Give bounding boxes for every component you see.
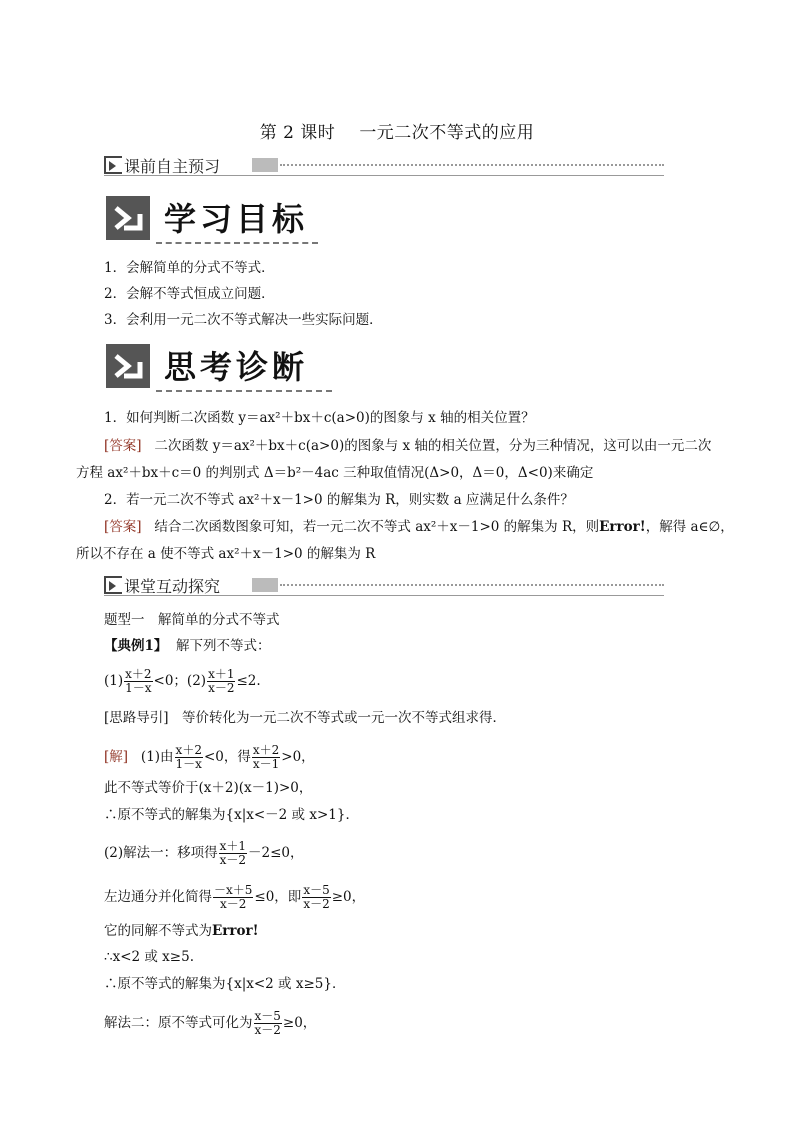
solution-line-1: [解] (1)由 $\frac{x+2}{1-x}$ <0，得 $\frac{x+2}{x-1}$ >0，: [104, 743, 315, 771]
answer-1-line-2: 方程 ax²＋bx＋c＝0 的判别式 Δ＝b²－4ac 三种取值情况(Δ>0，Δ＝0，Δ<0)来确定: [76, 465, 594, 481]
answer-2-line-2: 所以不存在 a 使不等式 ax²＋x－1>0 的解集为 R: [76, 546, 376, 562]
section-bar-preview: [104, 154, 664, 176]
fraction: $\frac{x-5}{x-2}$: [303, 883, 330, 911]
solution-line: ∴原不等式的解集为{x|x<－2 或 x>1}．: [104, 807, 359, 823]
error-text: Error!: [599, 519, 646, 535]
hint: [思路导引] 等价转化为一元二次不等式或一元一次不等式组求得．: [104, 710, 507, 726]
solution-line: 左边通分并化简得 $\frac{-x+5}{x-2}$ ≤0，即 $\frac{x-5}{x-2}$ ≥0，: [104, 883, 366, 911]
page-title: [0, 118, 794, 143]
goal-item: 3．会利用一元二次不等式解决一些实际问题．: [104, 312, 383, 328]
answer-1-line-1: [答案] 二次函数 y＝ax²＋bx＋c(a>0)的图象与 x 轴的相关位置，分为三种情况，这可以由一元二次: [104, 438, 712, 454]
solution-line: ∴原不等式的解集为{x|x<2 或 x≥5}．: [104, 976, 346, 992]
fraction: $\frac{x-5}{x-2}$: [254, 1009, 281, 1037]
solution-line: 解法二：原不等式可化为 $\frac{x-5}{x-2}$ ≥0，: [104, 1009, 317, 1037]
arrow-icon: [106, 344, 150, 388]
banner-title: 思考诊断: [164, 348, 309, 386]
fraction: $\frac{x+1}{x-2}$: [219, 839, 247, 867]
answer-tag: [答案]: [104, 519, 142, 535]
solution-line: (2)解法一：移项得 $\frac{x+1}{x-2}$ －2≤0，: [104, 839, 304, 867]
question-1: 1．如何判断二次函数 y＝ax²＋bx＋c(a>0)的图象与 x 轴的相关位置？: [104, 410, 535, 426]
section-marker-icon: [104, 576, 122, 594]
banner-think: [106, 344, 332, 392]
solution-line: ∴x<2 或 x≥5.: [104, 949, 194, 965]
error-text: Error!: [212, 923, 259, 939]
question-2: 2．若一元二次不等式 ax²＋x－1>0 的解集为 R，则实数 a 应满足什么条件？: [104, 492, 574, 508]
goal-item: 2．会解不等式恒成立问题．: [104, 286, 275, 302]
answer-2-line-1: [答案] 结合二次函数图象可知，若一元二次不等式 ax²＋x－1>0 的解集为 R，则Error!，解得 a∈∅，: [104, 519, 734, 535]
solution-tag: [解]: [104, 749, 129, 765]
fraction: $\frac{x+2}{x-1}$: [252, 743, 280, 771]
section-label: 课堂互动探究: [124, 577, 221, 596]
title-topic: 一元二次不等式的应用: [359, 123, 535, 143]
banner-goals: [106, 196, 318, 244]
example-problems: (1) $\frac{x+2}{1-x}$ <0；(2) $\frac{x+1}{x-2}$ ≤2.: [104, 667, 261, 695]
section-bar-explore: [104, 574, 664, 596]
fraction: $\frac{x+1}{x-2}$: [208, 667, 235, 695]
answer-tag: [答案]: [104, 438, 142, 454]
goal-item: 1．会解简单的分式不等式．: [104, 260, 275, 276]
banner-title: 学习目标: [164, 200, 309, 238]
arrow-icon: [106, 196, 150, 240]
question-type: 题型一 解简单的分式不等式: [104, 612, 280, 628]
title-lesson: 第 2 课时: [259, 123, 336, 143]
section-label: 课前自主预习: [124, 157, 221, 176]
example-head: 【典例1】 解下列不等式：: [104, 638, 271, 654]
solution-line: 此不等式等价于(x＋2)(x－1)>0，: [104, 780, 313, 796]
fraction: $\frac{x+2}{1-x}$: [175, 743, 202, 771]
solution-line: 它的同解不等式为Error!: [104, 923, 259, 939]
fraction: $\frac{-x+5}{x-2}$: [214, 883, 253, 911]
section-marker-icon: [104, 156, 122, 174]
fraction: $\frac{x+2}{1-x}$: [125, 667, 152, 695]
